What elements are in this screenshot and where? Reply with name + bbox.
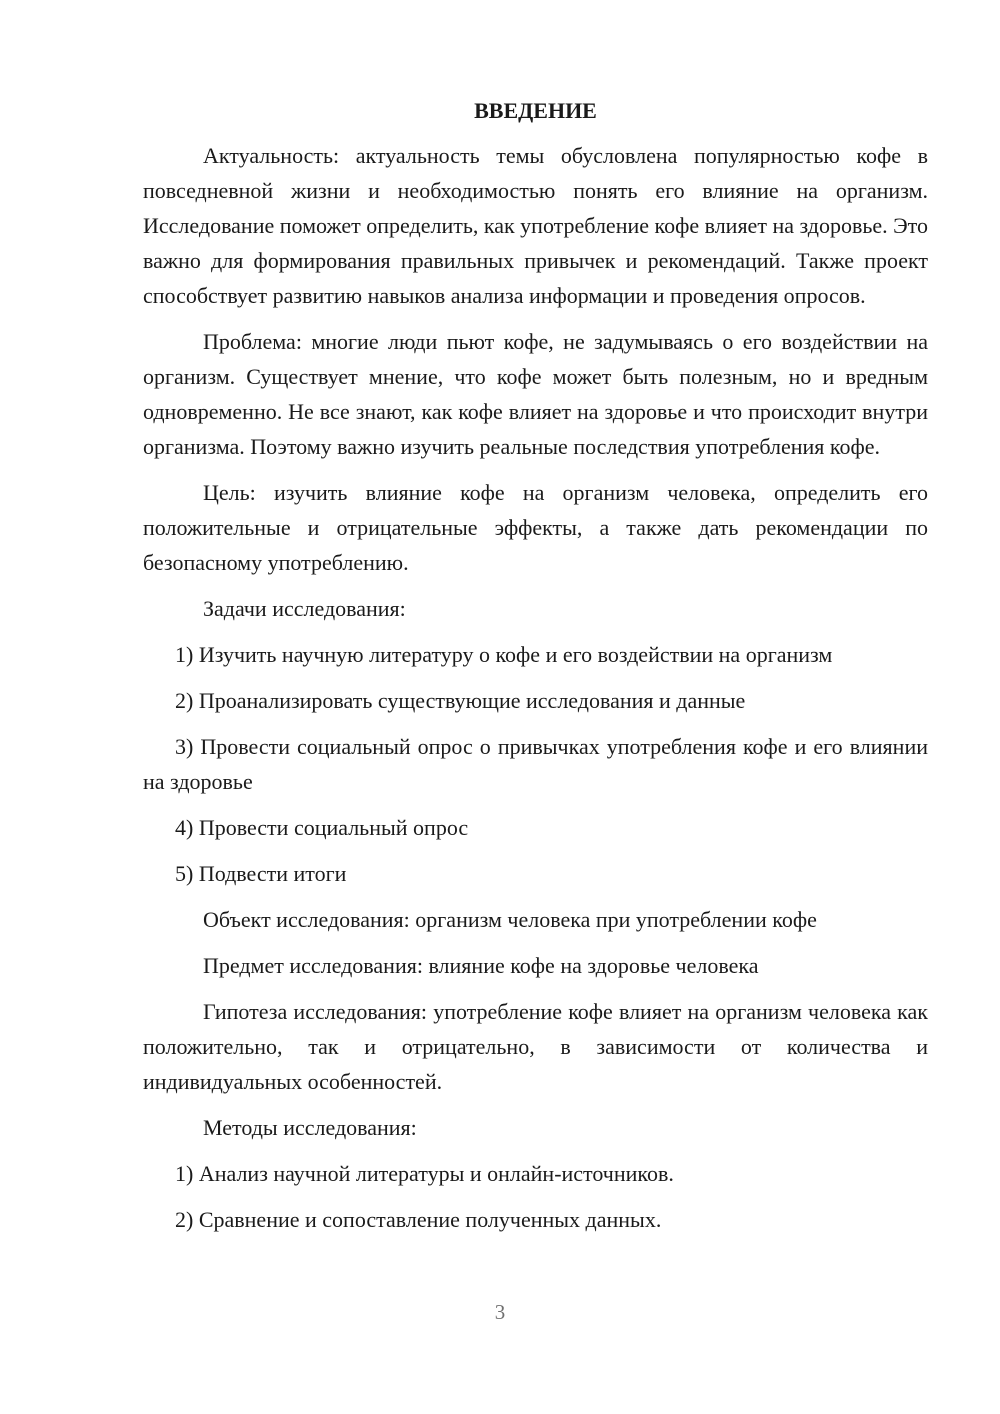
- methods-heading: Методы исследования:: [203, 1115, 417, 1140]
- tasks-heading: Задачи исследования:: [203, 596, 406, 621]
- method-item-2: 2) Сравнение и сопоставление полученных данных.: [175, 1207, 662, 1232]
- problem-paragraph: Проблема: многие люди пьют кофе, не задумываясь о его воздействии на организм. Существует мнение, что кофе может быть полезным, но и вредным одновременно. Не все знают, как кофе влияет на здоровье и что происходит внутри организма. Поэтому важно изучить реальные последствия употребления кофе.: [143, 329, 928, 459]
- hypothesis-paragraph: Гипотеза исследования: употребление кофе влияет на организм человека как положительно, так и отрицательно, в зависимости от количества и индивидуальных особенностей.: [143, 999, 928, 1094]
- object-paragraph: Объект исследования: организм человека при употреблении кофе: [203, 907, 817, 932]
- relevance-paragraph: Актуальность: актуальность темы обусловлена популярностью кофе в повседневной жизни и необходимостью понять его влияние на организм. Исследование поможет определить, как употребление кофе влияет на здоровье. Это важно для формирования правильных привычек и рекомендаций. Также проект способствует развитию навыков анализа информации и проведения опросов.: [143, 143, 928, 308]
- task-item-1: 1) Изучить научную литературу о кофе и его воздействии на организм: [175, 642, 833, 667]
- subject-paragraph: Предмет исследования: влияние кофе на здоровье человека: [203, 953, 759, 978]
- task-item-5: 5) Подвести итоги: [175, 861, 347, 886]
- section-title: ВВЕДЕНИЕ: [474, 98, 597, 123]
- method-item-1: 1) Анализ научной литературы и онлайн-источников.: [175, 1161, 674, 1186]
- page-number: 3: [494, 1300, 506, 1324]
- document-page: [143, 96, 928, 1248]
- task-item-3: 3) Провести социальный опрос о привычках употребления кофе и его влиянии на здоровье: [143, 734, 928, 794]
- goal-paragraph: Цель: изучить влияние кофе на организм человека, определить его положительные и отрицательные эффекты, а также дать рекомендации по безопасному употреблению.: [143, 480, 928, 575]
- task-item-4: 4) Провести социальный опрос: [175, 815, 469, 840]
- task-item-2: 2) Проанализировать существующие исследования и данные: [175, 688, 746, 713]
